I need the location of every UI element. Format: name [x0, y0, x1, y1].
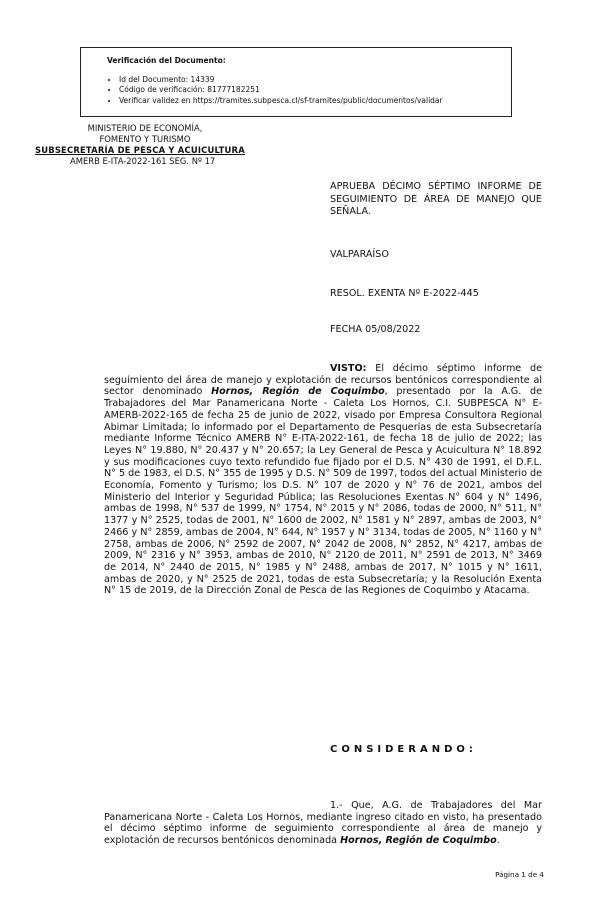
ministry-name — [60, 123, 230, 144]
visto-text-2: , presentado por la A.G. de Trabajadores del Mar Panamericana Norte - Caleta Los Hornos, C.I. SUBPESCA N° E-AMERB-2022-165 de fecha 25 de junio de 2022, visado por Empresa Consultora Regional Abimar Limitada; lo informado por el Departamento de Pesquerías de esta Subsecretaría mediante Informe Técnico AMERB N° E-ITA-2022-161, de fecha 18 de julio de 2022; las Leyes N° 19.880, N° 20.437 y N° 20.657; la Ley General de Pesca y Acuicultura N° 18.892 y sus modificaciones cuyo texto refundido fue fijado por el D.S. N° 430 de 1991, el D.F.L. N° 5 de 1983, el D.S. N° 355 de 1995 y D.S. N° 509 de 1997, todos del actual Ministerio de Economía, Fomento y Turismo; los D.S. N° 107 de 2020 y N° 76 de 2021, ambos del Ministerio del Interior y Seguridad Pública; las Resoluciones Exentas N° 604 y N° 1496, ambas de 1998, N° 537 de 1999, N° 1754, N° 2015 y N° 2086, todas de 2000, N° 511, N° 1377 y N° 2525, todas de 2001, N° 1600 de 2002, N° 1581 y N° 2897, ambas de 2003, N° 2466 y N° 2859, ambas de 2004, N° 644, N° 1957 y N° 3134, todas de 2005, N° 1160 y N° 2758, ambas de 2006, N° 2592 de 2007, N° 2042 de 2008, N° 2852, N° 4217, ambas de 2009, N° 2316 y N° 3953, ambas de 2010, N° 2120 de 2011, N° 2591 de 2013, N° 3469 de 2014, N° 2440 de 2015, N° 1985 y N° 2488, ambas de 2017, N° 1015 y N° 1611, ambas de 2020, y N° 2525 de 2021, todas de esta Subsecretaría; y la Resolución Exenta N° 15 de 2019, de la Dirección Zonal de Pesca de las Regiones de Coquimbo y Atacama. — [104, 386, 542, 597]
visto-sector-name: Hornos, Región de Coquimbo — [211, 386, 385, 398]
location: VALPARAÍSO — [330, 249, 389, 260]
considerando-1 — [104, 800, 542, 847]
verification-box — [80, 47, 512, 117]
ministry-line-1: MINISTERIO DE ECONOMÍA, — [87, 123, 203, 133]
verification-list — [107, 75, 501, 107]
resolution-title: APRUEBA DÉCIMO SÉPTIMO INFORME DE SEGUIMIENTO DE ÁREA DE MANEJO QUE SEÑALA. — [330, 181, 542, 217]
verification-title: Verificación del Documento: — [107, 56, 226, 65]
considerando-1-end: . — [496, 835, 500, 847]
considerando-heading: CONSIDERANDO: — [330, 744, 477, 755]
verification-code: • Código de verificación: 81777182251 — [119, 85, 501, 96]
document-id: • Id del Documento: 14339 — [119, 75, 501, 86]
verification-link[interactable]: • Verificar validez en https://tramites.subpesca.cl/sf-tramites/public/documentos/validar — [119, 96, 501, 107]
visto-text-1: El décimo séptimo informe de seguimiento del área de manejo y explotación de recursos bentónicos correspondiente al sector denominado — [104, 363, 542, 398]
considerando-1-text: 1.- Que, A.G. de Trabajadores del Mar Panamericana Norte - Caleta Los Hornos, mediante ingreso citado en visto, ha presentado el décimo séptimo informe de seguimiento correspondiente al área de manejo y explotación de recursos bentónicos denominada — [104, 800, 542, 847]
resolution-number: RESOL. EXENTA Nº E-2022-445 — [330, 288, 479, 299]
resolution-date: FECHA 05/08/2022 — [330, 324, 421, 335]
visto-paragraph — [104, 363, 542, 597]
ministry-line-2: FOMENTO Y TURISMO — [99, 133, 191, 144]
page-number: Página 1 de 4 — [495, 870, 544, 879]
visto-label: VISTO: — [330, 363, 367, 374]
considerando-1-area-name: Hornos, Región de Coquimbo — [340, 835, 497, 847]
subsecretaria-name: SUBSECRETARÍA DE PESCA Y ACUICULTURA — [35, 145, 245, 155]
reference-number: AMERB E-ITA-2022-161 SEG. Nº 17 — [70, 156, 216, 166]
